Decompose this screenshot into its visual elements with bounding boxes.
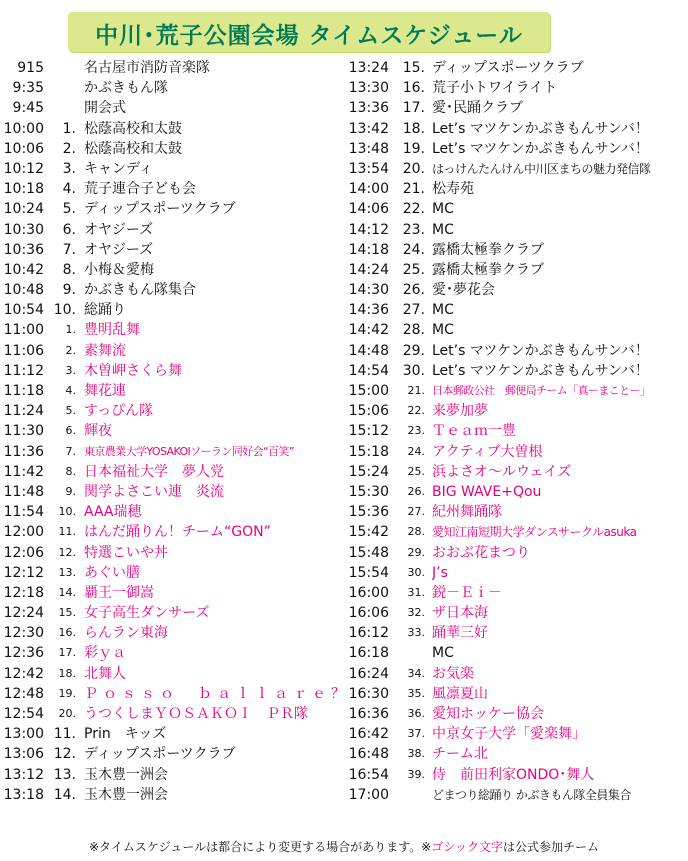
schedule-performer: 露橋太極拳クラブ: [432, 241, 544, 258]
schedule-performer: AAA瑞穂: [84, 504, 142, 521]
schedule-time: 13:24: [348, 60, 389, 76]
schedule-time: 15:12: [348, 423, 389, 440]
schedule-performer: 愛･民踊クラブ: [432, 100, 523, 117]
schedule-row: [343, 684, 688, 704]
schedule-row: [343, 462, 688, 482]
schedule-time: 13:30: [348, 80, 389, 97]
schedule-time: 9:35: [12, 80, 44, 97]
schedule-row: [343, 482, 688, 502]
schedule-time: 10:54: [3, 302, 44, 319]
schedule-row: [343, 442, 688, 462]
footer-note-pre: ※タイムスケジュールは都合により変更する場合があります。※: [89, 840, 432, 854]
schedule-row: [0, 704, 343, 724]
schedule-performer: 愛･夢花会: [432, 282, 495, 299]
schedule-number: 32.: [407, 606, 425, 620]
schedule-time: 11:54: [3, 504, 44, 521]
schedule-performer: お気楽: [432, 665, 474, 682]
schedule-row: [343, 623, 688, 643]
schedule-performer: 素舞流: [84, 342, 126, 359]
schedule-performer: 覇王一御嵩: [84, 584, 154, 601]
schedule-number: 12.: [58, 545, 76, 559]
schedule-time: 14:00: [348, 181, 389, 198]
schedule-performer: 舞花連: [84, 383, 126, 399]
schedule-row: [343, 341, 688, 361]
schedule-number: 38.: [407, 747, 425, 761]
schedule-number: 29.: [402, 342, 425, 359]
schedule-time: 11:24: [3, 403, 44, 420]
schedule-row: [0, 623, 343, 643]
schedule-number: 10.: [53, 302, 76, 319]
schedule-row: [343, 381, 688, 401]
schedule-performer: 松寿苑: [432, 181, 474, 198]
schedule-time: 10:48: [3, 282, 44, 299]
schedule-row: [343, 543, 688, 563]
schedule-performer: かぶきもん隊: [84, 80, 168, 97]
schedule-row: [343, 785, 688, 805]
schedule-number: 2.: [65, 343, 76, 357]
schedule-performer: はっけんたんけん中川区まちの魅力発信隊: [432, 161, 651, 176]
schedule-number: 3.: [65, 363, 76, 377]
schedule-time: 13:54: [348, 160, 389, 177]
schedule-performer: Ｐｏｓｓｏ ｂａｌｌａｒｅ？: [84, 685, 350, 702]
schedule-performer: 松蔭高校和太鼓: [84, 120, 182, 137]
schedule-performer: 特選こいや丼: [84, 544, 168, 561]
schedule-time: 10:36: [3, 241, 44, 258]
schedule-performer: Prin キッズ: [84, 726, 167, 743]
schedule-time: 10:30: [3, 221, 44, 238]
schedule-row: [343, 643, 688, 663]
schedule-time: 10:06: [3, 140, 44, 157]
schedule-row: [343, 664, 688, 684]
schedule-row: [0, 543, 343, 563]
schedule-time: 11:30: [3, 423, 44, 440]
schedule-performer: 名古屋市消防音楽隊: [84, 60, 210, 76]
schedule-performer: アクティブ大曽根: [432, 443, 543, 460]
schedule-row: [0, 199, 343, 219]
schedule-row: [0, 462, 343, 482]
schedule-performer: Let’s マツケンかぶきもんサンバ！: [432, 120, 649, 137]
schedule-number: 9.: [62, 282, 76, 299]
schedule-number: 13.: [53, 766, 76, 783]
schedule-time: 16:48: [348, 746, 389, 763]
schedule-performer: おおぶ花まつり: [432, 544, 530, 561]
schedule-performer: 小梅＆愛梅: [84, 261, 154, 278]
schedule-performer: チーム北: [432, 746, 488, 763]
schedule-number: 5.: [65, 404, 76, 418]
schedule-row: [0, 381, 343, 401]
schedule-number: 31.: [407, 585, 425, 599]
schedule-row: [343, 704, 688, 724]
schedule-performer: 輝夜: [84, 423, 112, 440]
schedule-number: 19.: [58, 686, 76, 700]
schedule-time: 13:06: [3, 746, 44, 763]
schedule-performer: Let’s マツケンかぶきもんサンバ！: [432, 342, 649, 359]
schedule-row: [0, 765, 343, 785]
schedule-number: 16.: [58, 626, 76, 640]
schedule-performer: 日本福祉大学 夢人党: [84, 463, 224, 480]
schedule-number: 36.: [407, 707, 425, 720]
schedule-number: 30.: [402, 362, 425, 379]
schedule-number: 18.: [58, 666, 76, 680]
schedule-time: 11:12: [3, 362, 44, 379]
schedule-time: 10:42: [3, 261, 44, 278]
schedule-row: [343, 159, 688, 179]
schedule-performer: 玉木豊一洲会: [84, 766, 168, 783]
schedule-row: [343, 320, 688, 340]
schedule-number: 18.: [402, 120, 425, 137]
schedule-performer: 荒子連合子ども会: [84, 181, 196, 198]
schedule-time: 13:42: [348, 120, 389, 137]
title-banner: [68, 12, 550, 52]
schedule-time: 10:00: [3, 120, 44, 137]
schedule-performer: 紀州舞踊隊: [432, 504, 502, 521]
schedule-time: 16:30: [348, 685, 389, 702]
schedule-time: 14:48: [348, 342, 389, 359]
schedule-performer: 木曽岬さくら舞: [84, 362, 182, 379]
schedule-time: 915: [17, 60, 44, 76]
schedule-number: 1.: [62, 120, 76, 137]
schedule-row: [0, 442, 343, 462]
schedule-performer: 総踊り: [84, 302, 126, 319]
schedule-performer: 開会式: [84, 100, 126, 117]
schedule-number: 26.: [402, 282, 425, 299]
schedule-time: 11:48: [3, 483, 44, 500]
schedule-time: 12:18: [3, 584, 44, 601]
schedule-performer: MC: [432, 645, 454, 662]
schedule-number: 39.: [407, 767, 425, 781]
schedule-number: 4.: [62, 181, 76, 198]
schedule-row: [343, 401, 688, 421]
schedule-number: 15.: [402, 60, 425, 76]
schedule-number: 33.: [407, 626, 425, 640]
schedule-performer: キャンディ: [84, 160, 153, 177]
schedule-row: [0, 58, 343, 78]
schedule-row: [0, 502, 343, 522]
schedule-row: [343, 421, 688, 441]
schedule-row: [0, 563, 343, 583]
schedule-row: [0, 139, 343, 159]
schedule-number: 37.: [407, 727, 425, 741]
schedule-performer: 関学よさこい連 炎流: [84, 483, 224, 500]
schedule-performer: MC: [432, 302, 454, 319]
schedule-performer: 鋭－Ｅｉ－: [432, 584, 502, 601]
schedule-time: 15:30: [348, 483, 389, 500]
page-title: 中川･荒子公園会場 タイムスケジュール: [95, 23, 523, 49]
schedule-row: [343, 58, 688, 78]
schedule-column-right: [343, 58, 688, 805]
schedule-performer: ディップスポーツクラブ: [432, 60, 584, 76]
schedule-performer: MC: [432, 322, 454, 339]
schedule-performer: Ｔｅａｍ一豊: [432, 423, 516, 440]
schedule-row: [343, 240, 688, 260]
schedule-performer: Let’s マツケンかぶきもんサンバ！: [432, 362, 649, 379]
schedule-time: 13:12: [3, 766, 44, 783]
schedule-row: [0, 98, 343, 118]
schedule-number: 20.: [402, 160, 425, 177]
schedule-row: [0, 240, 343, 260]
schedule-time: 12:42: [3, 665, 44, 682]
schedule-performer: 踊華三好: [432, 625, 488, 642]
schedule-number: 10.: [58, 505, 76, 519]
schedule-performer: Let’s マツケンかぶきもんサンバ！: [432, 140, 649, 157]
schedule-row: [0, 341, 343, 361]
footer-note: [0, 838, 688, 855]
schedule-time: 16:12: [348, 625, 389, 642]
schedule-time: 12:00: [3, 524, 44, 541]
schedule-performer: 愛知江南短期大学ダンスサークルasuka: [432, 525, 637, 540]
schedule-row: [343, 119, 688, 139]
footer-note-highlight: ゴシック文字: [431, 840, 503, 854]
schedule-performer: 荒子小トワイライト: [432, 80, 558, 97]
schedule-number: 24.: [402, 241, 425, 258]
schedule-row: [0, 482, 343, 502]
schedule-time: 12:36: [3, 645, 44, 662]
schedule-row: [0, 421, 343, 441]
schedule-column-left: [0, 58, 350, 805]
schedule-number: 23.: [407, 424, 425, 438]
schedule-time: 14:30: [348, 282, 389, 299]
schedule-time: 11:36: [3, 443, 44, 460]
schedule-time: 14:42: [348, 322, 389, 339]
schedule-time: 11:06: [3, 342, 44, 359]
schedule-time: 16:06: [348, 605, 389, 622]
schedule-number: 6.: [62, 221, 76, 238]
schedule-number: 4.: [65, 384, 76, 397]
schedule-time: 11:00: [3, 322, 44, 339]
schedule-performer: すっぴん隊: [84, 403, 154, 420]
schedule-row: [0, 684, 350, 704]
schedule-row: [0, 119, 343, 139]
schedule-number: 25.: [402, 261, 425, 278]
schedule-time: 12:48: [3, 685, 44, 702]
schedule-row: [0, 603, 343, 623]
schedule-row: [343, 199, 688, 219]
schedule-performer: オヤジーズ: [84, 241, 154, 258]
schedule-performer: 女子高生ダンサーズ: [84, 605, 210, 622]
schedule-row: [0, 320, 343, 340]
schedule-number: 17.: [58, 646, 76, 660]
schedule-number: 34.: [407, 666, 425, 680]
schedule-performer: 豊明乱舞: [84, 322, 140, 339]
schedule-row: [343, 280, 688, 300]
schedule-row: [0, 664, 343, 684]
schedule-performer: 玉木豊一洲会: [84, 786, 168, 803]
schedule-performer: 浜よさオ～ルウェイズ: [432, 463, 572, 480]
schedule-row: [343, 502, 688, 522]
schedule-row: [0, 260, 343, 280]
schedule-time: 16:00: [348, 584, 389, 601]
schedule-row: [0, 361, 343, 381]
schedule-row: [0, 220, 343, 240]
schedule-number: 22.: [407, 404, 425, 418]
schedule-time: 11:42: [3, 463, 44, 480]
schedule-time: 10:12: [3, 160, 44, 177]
schedule-time: 17:00: [348, 786, 389, 803]
schedule-row: [343, 603, 688, 623]
schedule-performer: MC: [432, 201, 454, 218]
schedule-number: 9.: [65, 484, 76, 498]
schedule-performer: らんラン東海: [84, 625, 168, 642]
schedule-performer: オヤジーズ: [84, 221, 154, 238]
schedule-time: 14:06: [348, 201, 389, 218]
schedule-number: 1.: [65, 323, 76, 337]
schedule-number: 15.: [58, 606, 76, 620]
schedule-number: 19.: [402, 140, 425, 157]
footer-note-post: は公式参加チーム: [502, 840, 599, 854]
schedule-number: 2.: [62, 140, 76, 157]
schedule-time: 14:36: [348, 302, 389, 319]
schedule-time: 10:18: [3, 181, 44, 198]
schedule-time: 14:24: [348, 261, 389, 278]
schedule-number: 5.: [62, 201, 76, 218]
schedule-performer: 侍 前田利家ONDO･舞人: [432, 766, 595, 783]
schedule-number: 27.: [407, 505, 425, 519]
schedule-performer: BIG WAVE+Qou: [432, 483, 542, 500]
schedule-number: 28.: [402, 322, 425, 339]
schedule-time: 16:54: [348, 766, 389, 783]
schedule-number: 14.: [58, 585, 76, 599]
schedule-row: [343, 583, 688, 603]
schedule-performer: 露橋太極拳クラブ: [432, 261, 544, 278]
schedule-time: 12:06: [3, 544, 44, 561]
schedule-time: 16:36: [348, 706, 389, 722]
schedule-time: 11:18: [3, 383, 44, 399]
schedule-row: [0, 159, 343, 179]
schedule-row: [343, 78, 688, 98]
schedule-number: 8.: [65, 464, 76, 478]
schedule-number: 27.: [402, 302, 425, 319]
schedule-number: 29.: [407, 545, 425, 559]
schedule-number: 16.: [402, 80, 425, 97]
schedule-time: 16:42: [348, 726, 389, 743]
schedule-performer: ディップスポーツクラブ: [84, 746, 236, 763]
schedule-number: 17.: [402, 100, 425, 117]
schedule-time: 15:24: [348, 463, 389, 480]
schedule-number: 22.: [402, 201, 425, 218]
schedule-time: 14:18: [348, 241, 389, 258]
schedule-performer: 彩ｙａ: [84, 645, 126, 662]
schedule-number: 21.: [407, 384, 425, 397]
schedule-performer: 愛知ホッケー協会: [432, 706, 544, 722]
schedule-time: 12:12: [3, 564, 44, 581]
schedule-time: 16:18: [348, 645, 389, 662]
schedule-row: [0, 280, 343, 300]
schedule-performer: ディップスポーツクラブ: [84, 201, 236, 218]
schedule-time: 9:45: [12, 100, 44, 117]
schedule-performer: かぶきもん隊集合: [84, 282, 196, 299]
schedule-row: [0, 724, 343, 744]
schedule-row: [343, 765, 688, 785]
schedule-time: 15:00: [348, 383, 389, 399]
schedule-row: [343, 724, 688, 744]
schedule-time: 15:36: [348, 504, 389, 521]
schedule-time: 15:48: [348, 544, 389, 561]
schedule-number: 6.: [65, 424, 76, 438]
schedule-row: [343, 361, 688, 381]
schedule-time: 14:54: [348, 362, 389, 379]
schedule-performer: 来夢加夢: [432, 403, 488, 420]
schedule-row: [343, 179, 688, 199]
schedule-row: [0, 78, 343, 98]
schedule-performer: 日本郵政公社 郵便局チーム「真ーまことー」: [432, 384, 651, 397]
schedule-performer: 風凛夏山: [432, 685, 488, 702]
schedule-row: [343, 260, 688, 280]
schedule-time: 14:12: [348, 221, 389, 238]
schedule-number: 30.: [407, 565, 425, 579]
schedule-number: 24.: [407, 444, 425, 458]
schedule-number: 23.: [402, 221, 425, 238]
schedule-row: [0, 522, 343, 542]
schedule-number: 14.: [53, 786, 76, 803]
schedule-time: 13:48: [348, 140, 389, 157]
schedule-row: [0, 300, 343, 320]
schedule-number: 7.: [62, 241, 76, 258]
schedule-row: [0, 401, 343, 421]
schedule-performer: 中京女子大学「愛楽舞」: [432, 726, 586, 743]
schedule-time: 15:54: [348, 564, 389, 581]
schedule-row: [0, 643, 343, 663]
schedule-number: 26.: [407, 484, 425, 498]
schedule-row: [0, 179, 343, 199]
schedule-row: [0, 744, 343, 764]
schedule-time: 10:24: [3, 201, 44, 218]
schedule-performer: あぐい膳: [84, 564, 140, 581]
schedule-performer: MC: [432, 221, 454, 238]
schedule-performer: はんだ踊りん！チーム“GON”: [84, 524, 271, 541]
schedule-number: 11.: [58, 525, 76, 539]
schedule-number: 7.: [65, 444, 76, 458]
schedule-time: 13:00: [3, 726, 44, 743]
schedule-number: 13.: [58, 565, 76, 579]
schedule-time: 12:54: [3, 706, 44, 722]
schedule-number: 8.: [62, 261, 76, 278]
schedule-performer: どまつり総踊り かぶきもん隊全員集合: [432, 787, 631, 802]
schedule-number: 12.: [53, 746, 76, 763]
schedule-number: 20.: [58, 707, 76, 720]
schedule-row: [0, 583, 343, 603]
schedule-performer: ザ日本海: [432, 605, 488, 622]
schedule-performer: 松蔭高校和太鼓: [84, 140, 182, 157]
schedule-number: 25.: [407, 464, 425, 478]
schedule-row: [343, 744, 688, 764]
schedule-performer: 東京農業大学YOSAKOIソーラン同好会“百笑”: [84, 444, 294, 458]
schedule-performer: うつくしまＹＯＳＡＫＯＩ ＰＲ隊: [84, 706, 308, 722]
schedule-time: 12:30: [3, 625, 44, 642]
schedule-row: [343, 522, 688, 542]
schedule-time: 13:36: [348, 100, 389, 117]
schedule-time: 15:06: [348, 403, 389, 420]
schedule-number: 11.: [53, 726, 76, 743]
schedule-time: 16:24: [348, 665, 389, 682]
schedule-row: [343, 300, 688, 320]
schedule-number: 28.: [407, 525, 425, 539]
schedule-row: [343, 220, 688, 240]
schedule-time: 13:18: [3, 786, 44, 803]
schedule-number: 21.: [402, 181, 425, 198]
schedule-performer: J’s: [432, 564, 448, 581]
schedule-row: [343, 139, 688, 159]
schedule-row: [0, 785, 343, 805]
schedule-row: [343, 98, 688, 118]
schedule-number: 35.: [407, 686, 425, 700]
schedule-row: [343, 563, 688, 583]
schedule-performer: 北舞人: [84, 665, 126, 682]
schedule-time: 15:42: [348, 524, 389, 541]
schedule-time: 12:24: [3, 605, 44, 622]
schedule-number: 3.: [62, 160, 76, 177]
schedule-time: 15:18: [348, 443, 389, 460]
